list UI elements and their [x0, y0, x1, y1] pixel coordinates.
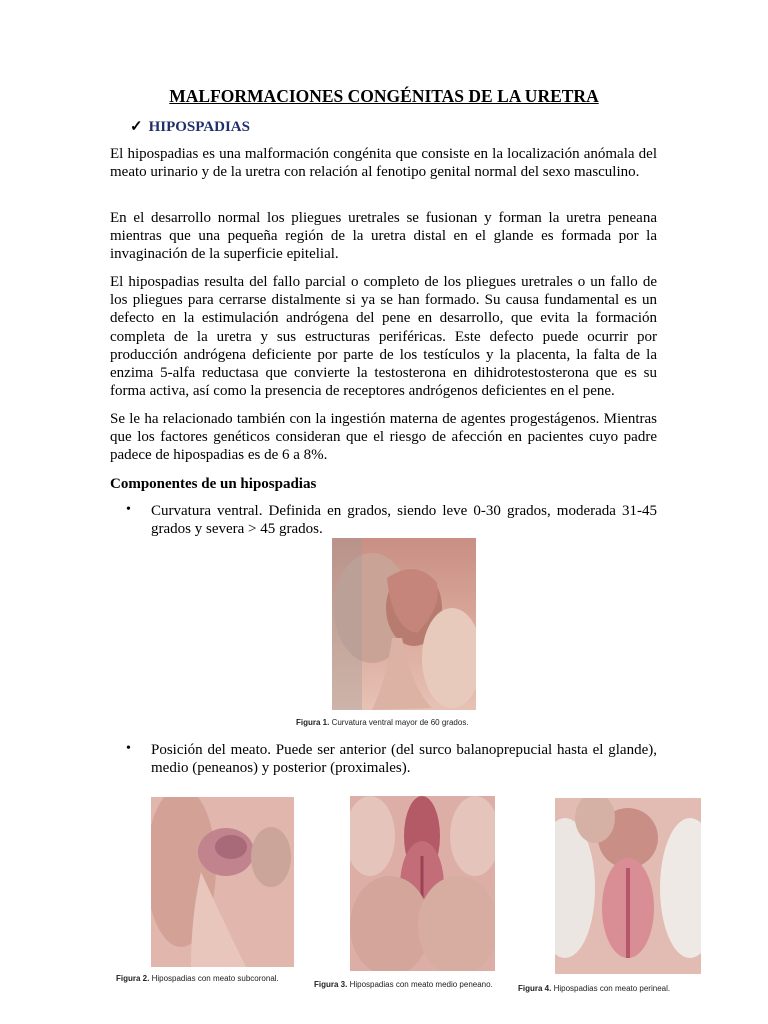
paragraph-1: El hipospadias es una malformación congénita que consiste en la localización anómala del meato urinario y de la uretra con relación al fenotipo genital normal del sexo masculino.: [110, 146, 657, 181]
checkmark-icon: ✓: [130, 119, 143, 135]
page-title: MALFORMACIONES CONGÉNITAS DE LA URETRA: [169, 86, 599, 106]
figure-3-caption: [314, 980, 493, 989]
figure-3-text: Hipospadias con meato medio peneano.: [349, 980, 493, 989]
subheading: Componentes de un hipospadias: [110, 476, 317, 492]
figure-3-image: [350, 796, 495, 971]
paragraph-2: En el desarrollo normal los pliegues uretrales se fusionan y forman la uretra peneana mientras que una pequeña región de la uretra distal en el glande es formada por la invaginación de la superficie epitelial.: [110, 210, 657, 263]
figure-4-caption: [518, 984, 670, 993]
figure-4-label: Figura 4.: [518, 984, 552, 993]
bullet-icon: •: [126, 502, 131, 517]
section-label: HIPOSPADIAS: [148, 119, 250, 135]
figure-4-text: Hipospadias con meato perineal.: [553, 984, 671, 993]
figure-2-image: [151, 797, 294, 967]
figure-2-label: Figura 2.: [116, 974, 150, 983]
paragraph-3: El hipospadias resulta del fallo parcial o completo de los pliegues uretrales o un fallo de los pliegues para cerrarse distalmente si ya se han formado. Su causa fundamental es un defecto en la estimulación andrógena del pene en desarrollo, que evita la formación completa de la uretra y sus estructuras periféricas. Este defecto puede ocurrir por producción andrógena deficiente por parte de los testículos y la placenta, la falta de la enzima 5-alfa reductasa que convierte la testosterona en dihidrotestosterona que es su forma activa, así como la presencia de receptores andrógenos deficientes en el pene.: [110, 274, 657, 400]
figure-1-caption: [296, 718, 469, 727]
section-heading: [130, 117, 250, 136]
figure-2-caption: [116, 974, 279, 983]
figure-1-label: Figura 1.: [296, 718, 330, 727]
bullet-item-2: Posición del meato. Puede ser anterior (del surco balanoprepucial hasta el glande), medio (peneanos) y posterior (proximales).: [151, 742, 657, 777]
figure-1-image: [332, 538, 476, 710]
bullet-icon: •: [126, 741, 131, 756]
figure-1-text: Curvatura ventral mayor de 60 grados.: [331, 718, 469, 727]
figure-2-text: Hipospadias con meato subcoronal.: [151, 974, 279, 983]
bullet-item-1: Curvatura ventral. Definida en grados, siendo leve 0-30 grados, moderada 31-45 grados y severa > 45 grados.: [151, 503, 657, 538]
figure-3-label: Figura 3.: [314, 980, 348, 989]
figure-4-image: [555, 798, 701, 974]
paragraph-4: Se le ha relacionado también con la ingestión materna de agentes progestágenos. Mientras que los factores genéticos consideran que el riesgo de afección en pacientes cuyo padre padece de hipospadias es de 6 a 8%.: [110, 411, 657, 464]
